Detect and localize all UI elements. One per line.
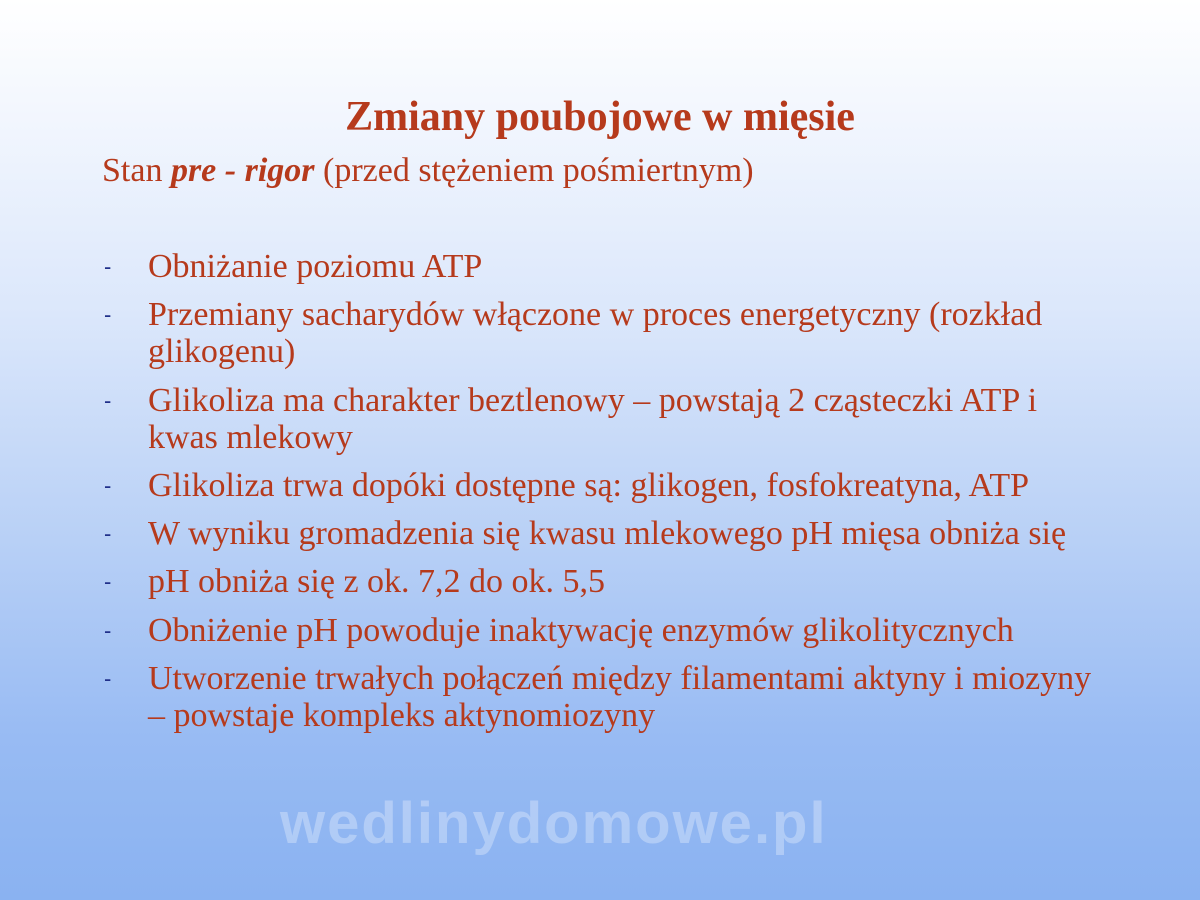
bullet-dash-icon: - [104,569,112,595]
bullet-dash-icon: - [104,472,112,498]
bullet-text: Utworzenie trwałych połączeń między filamentami aktyny i miozyny – powstaje kompleks aktynomiozyny [148,660,1092,735]
bullet-list [0,248,1200,745]
bullet-item [0,296,1108,370]
slide-subtitle [102,150,754,192]
slide-title: Zmiany poubojowe w mięsie [345,94,855,140]
subtitle-emphasis: pre - rigor [170,152,315,189]
bullet-item [0,248,1108,285]
watermark: wedlinydomowe.pl [280,791,828,856]
bullet-item [0,382,1108,456]
bullet-text: W wyniku gromadzenia się kwasu mlekowego pH mięsa obniża się [148,515,1067,553]
subtitle-suffix: (przed stężeniem pośmiertnym) [314,152,754,189]
bullet-item [0,612,1108,649]
bullet-text: pH obniża się z ok. 7,2 do ok. 5,5 [148,563,606,601]
bullet-text: Glikoliza ma charakter beztlenowy – powstają 2 cząsteczki ATP i kwas mlekowy [148,381,1038,456]
bullet-text: Glikoliza trwa dopóki dostępne są: glikogen, fosfokreatyna, ATP [148,466,1029,504]
bullet-text: Obniżanie poziomu ATP [148,248,483,285]
bullet-text: Przemiany sacharydów włączone w proces energetyczny (rozkład glikogenu) [148,296,1043,371]
subtitle-prefix: Stan [102,152,171,189]
bullet-dash-icon: - [104,521,112,547]
bullet-dash-icon: - [104,387,112,413]
bullet-text: Obniżenie pH powoduje inaktywację enzymów glikolitycznych [148,611,1014,649]
bullet-dash-icon: - [104,254,112,279]
bullet-item [0,563,1108,600]
bullet-dash-icon: - [104,666,112,692]
bullet-dash-icon: - [104,617,112,643]
bullet-item [0,467,1108,504]
bullet-dash-icon: - [104,302,112,328]
bullet-item [0,515,1108,552]
bullet-item [0,660,1108,734]
